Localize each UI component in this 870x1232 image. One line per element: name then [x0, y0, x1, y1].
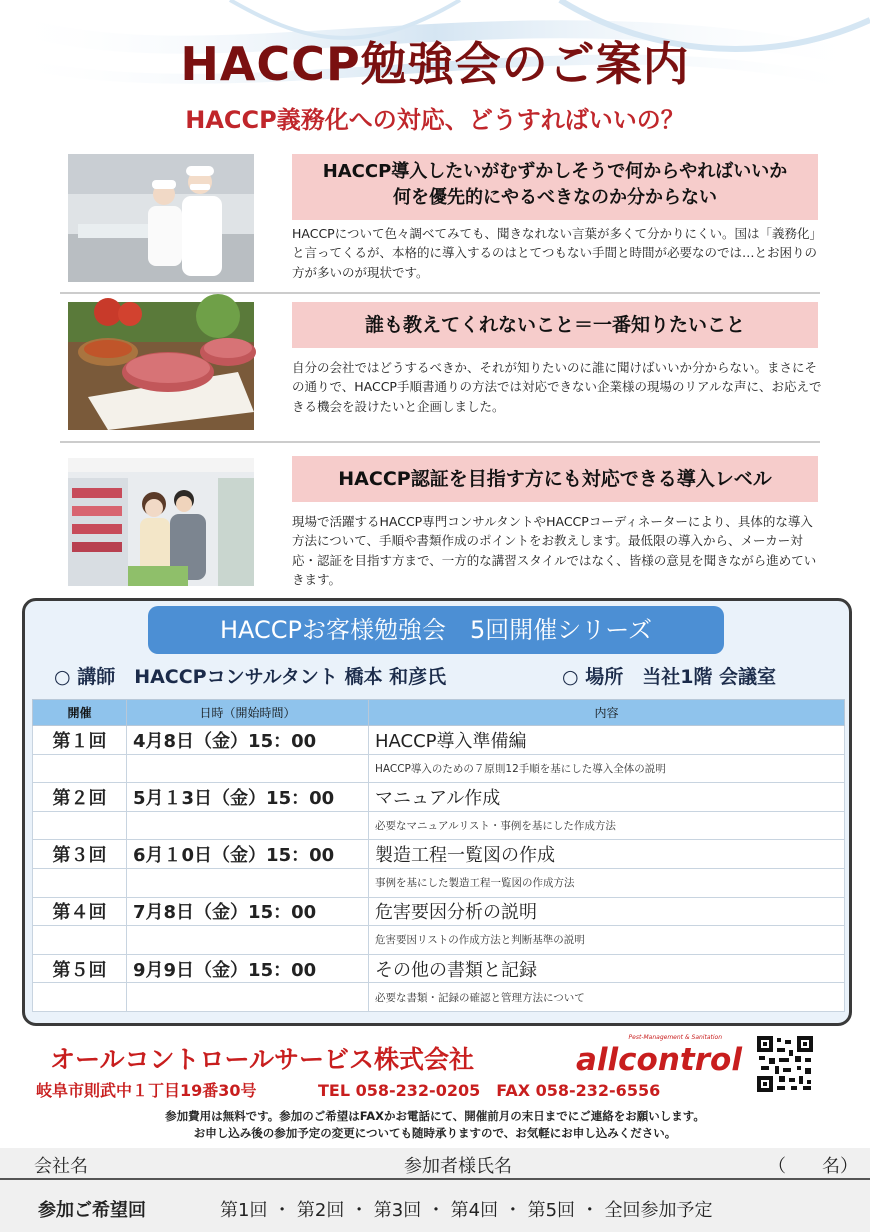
wish-sessions-label: 参加ご希望回: [38, 1200, 146, 1221]
session-detail: 危害要因リストの作成方法と判断基準の説明: [369, 926, 845, 955]
svg-text:Pest-Management & Sanitation: Pest-Management & Sanitation: [628, 1034, 722, 1041]
column-header: 開催: [33, 700, 127, 726]
session-topic: 製造工程一覧図の作成: [369, 840, 845, 869]
session-detail: 事例を基にした製造工程一覧図の作成方法: [369, 868, 845, 897]
section-heading: 誰も教えてくれないこと＝一番知りたいこと: [292, 302, 818, 348]
series-title: HACCPお客様勉強会 5回開催シリーズ: [148, 606, 724, 654]
participant-name-field-label[interactable]: 参加者様氏名: [404, 1156, 512, 1177]
section-body: HACCPについて色々調べてみても、聞きなれない言葉が多くて分かりにくい。国は「義務化」と言ってくるが、本格的に導入するのはとてつもない手間と時間が必要なのでは…とお困りの方が多いのが現状です。: [292, 226, 822, 280]
participation-note: 参加費用は無料です。参加のご希望はFAXかお電話にて、開催前月の末日までにご連絡をお願いします。: [165, 1109, 705, 1123]
session-detail: 必要な書類・記録の確認と管理方法について: [369, 983, 845, 1012]
session-number: 第１回: [33, 726, 127, 755]
divider: [60, 441, 820, 443]
schedule-table: [32, 699, 845, 1012]
table-row: [33, 868, 845, 897]
table-row: [33, 983, 845, 1012]
form-divider: [0, 1178, 870, 1180]
session-date: 7月8日（金）15：00: [127, 897, 369, 926]
page-title: HACCP勉強会のご案内: [180, 37, 690, 91]
hamburger-patties-photo: [68, 302, 254, 430]
svg-text:allcontrol: allcontrol: [576, 1042, 742, 1078]
session-topic: その他の書類と記録: [369, 954, 845, 983]
session-topic: 危害要因分析の説明: [369, 897, 845, 926]
company-address: 岐阜市則武中１丁目19番30号: [36, 1081, 257, 1100]
column-header: 内容: [369, 700, 845, 726]
table-row: [33, 726, 845, 755]
company-name-field-label[interactable]: 会社名: [34, 1156, 88, 1177]
food-factory-workers-photo: [68, 154, 254, 282]
venue-info: ○ 場所 当社1階 会議室: [562, 666, 777, 688]
session-number: 第４回: [33, 897, 127, 926]
lecturer-info: ○ 講師 HACCPコンサルタント 橋本 和彦氏: [54, 666, 447, 688]
page-subtitle: HACCP義務化への対応、どうすればいいの？: [185, 106, 685, 134]
allcontrol-logo: [574, 1030, 742, 1080]
section-heading: HACCP導入したいがむずかしそうで何からやればいいか 何を優先的にやるべきなのか分からない: [292, 154, 818, 220]
table-row: [33, 783, 845, 812]
wish-sessions-options[interactable]: 第1回 ・ 第2回 ・ 第3回 ・ 第4回 ・ 第5回 ・ 全回参加予定: [220, 1200, 713, 1221]
column-header: 日時（開始時間）: [127, 700, 369, 726]
table-row: [33, 897, 845, 926]
session-topic: HACCP導入準備編: [369, 726, 845, 755]
section-certification: [68, 456, 818, 586]
contact-numbers: TEL 058-232-0205 FAX 058-232-6556: [318, 1081, 661, 1100]
section-body: 自分の会社ではどうするべきか、それが知りたいのに誰に聞けばいいか分からない。まさにその通りで、HACCP手順書通りの方法では対応できない企業様の現場のリアルな声に、お応えできる機会を設けたいと企画しました。: [292, 360, 822, 414]
section-body: 現場で活躍するHACCP専門コンサルタントやHACCPコーディネーターにより、具体的な導入方法について、手順や書類作成のポイントをお教えします。最低限の導入から、メーカー対応・認証を目指す方まで、一方的な講習スタイルではなく、皆様の意見を聞きながら進めていきます。: [292, 514, 817, 588]
table-row: [33, 811, 845, 840]
section-nobody-teaches: [68, 302, 822, 432]
divider: [60, 292, 820, 294]
section-difficulty: [68, 154, 822, 284]
table-row: [33, 926, 845, 955]
qr-code[interactable]: [757, 1036, 813, 1092]
session-date: 5月１3日（金）15：00: [127, 783, 369, 812]
session-date: 6月１0日（金）15：00: [127, 840, 369, 869]
table-row: [33, 840, 845, 869]
company-name: オールコントロールサービス株式会社: [50, 1045, 475, 1074]
session-detail: HACCP導入のための７原則12手順を基にした導入全体の説明: [369, 754, 845, 783]
session-date: 4月8日（金）15：00: [127, 726, 369, 755]
session-detail: 必要なマニュアルリスト・事例を基にした作成方法: [369, 811, 845, 840]
table-header-row: [33, 700, 845, 726]
session-date: 9月9日（金）15：00: [127, 954, 369, 983]
session-topic: マニュアル作成: [369, 783, 845, 812]
change-note: お申し込み後の参加予定の変更についても随時承りますので、お気軽にお申し込みください。: [193, 1126, 677, 1140]
session-number: 第２回: [33, 783, 127, 812]
section-heading: HACCP認証を目指す方にも対応できる導入レベル: [292, 456, 818, 502]
supermarket-couple-photo: [68, 458, 254, 586]
participant-count-field[interactable]: （ 名）: [768, 1156, 858, 1177]
table-row: [33, 754, 845, 783]
table-row: [33, 954, 845, 983]
session-number: 第５回: [33, 954, 127, 983]
session-number: 第３回: [33, 840, 127, 869]
